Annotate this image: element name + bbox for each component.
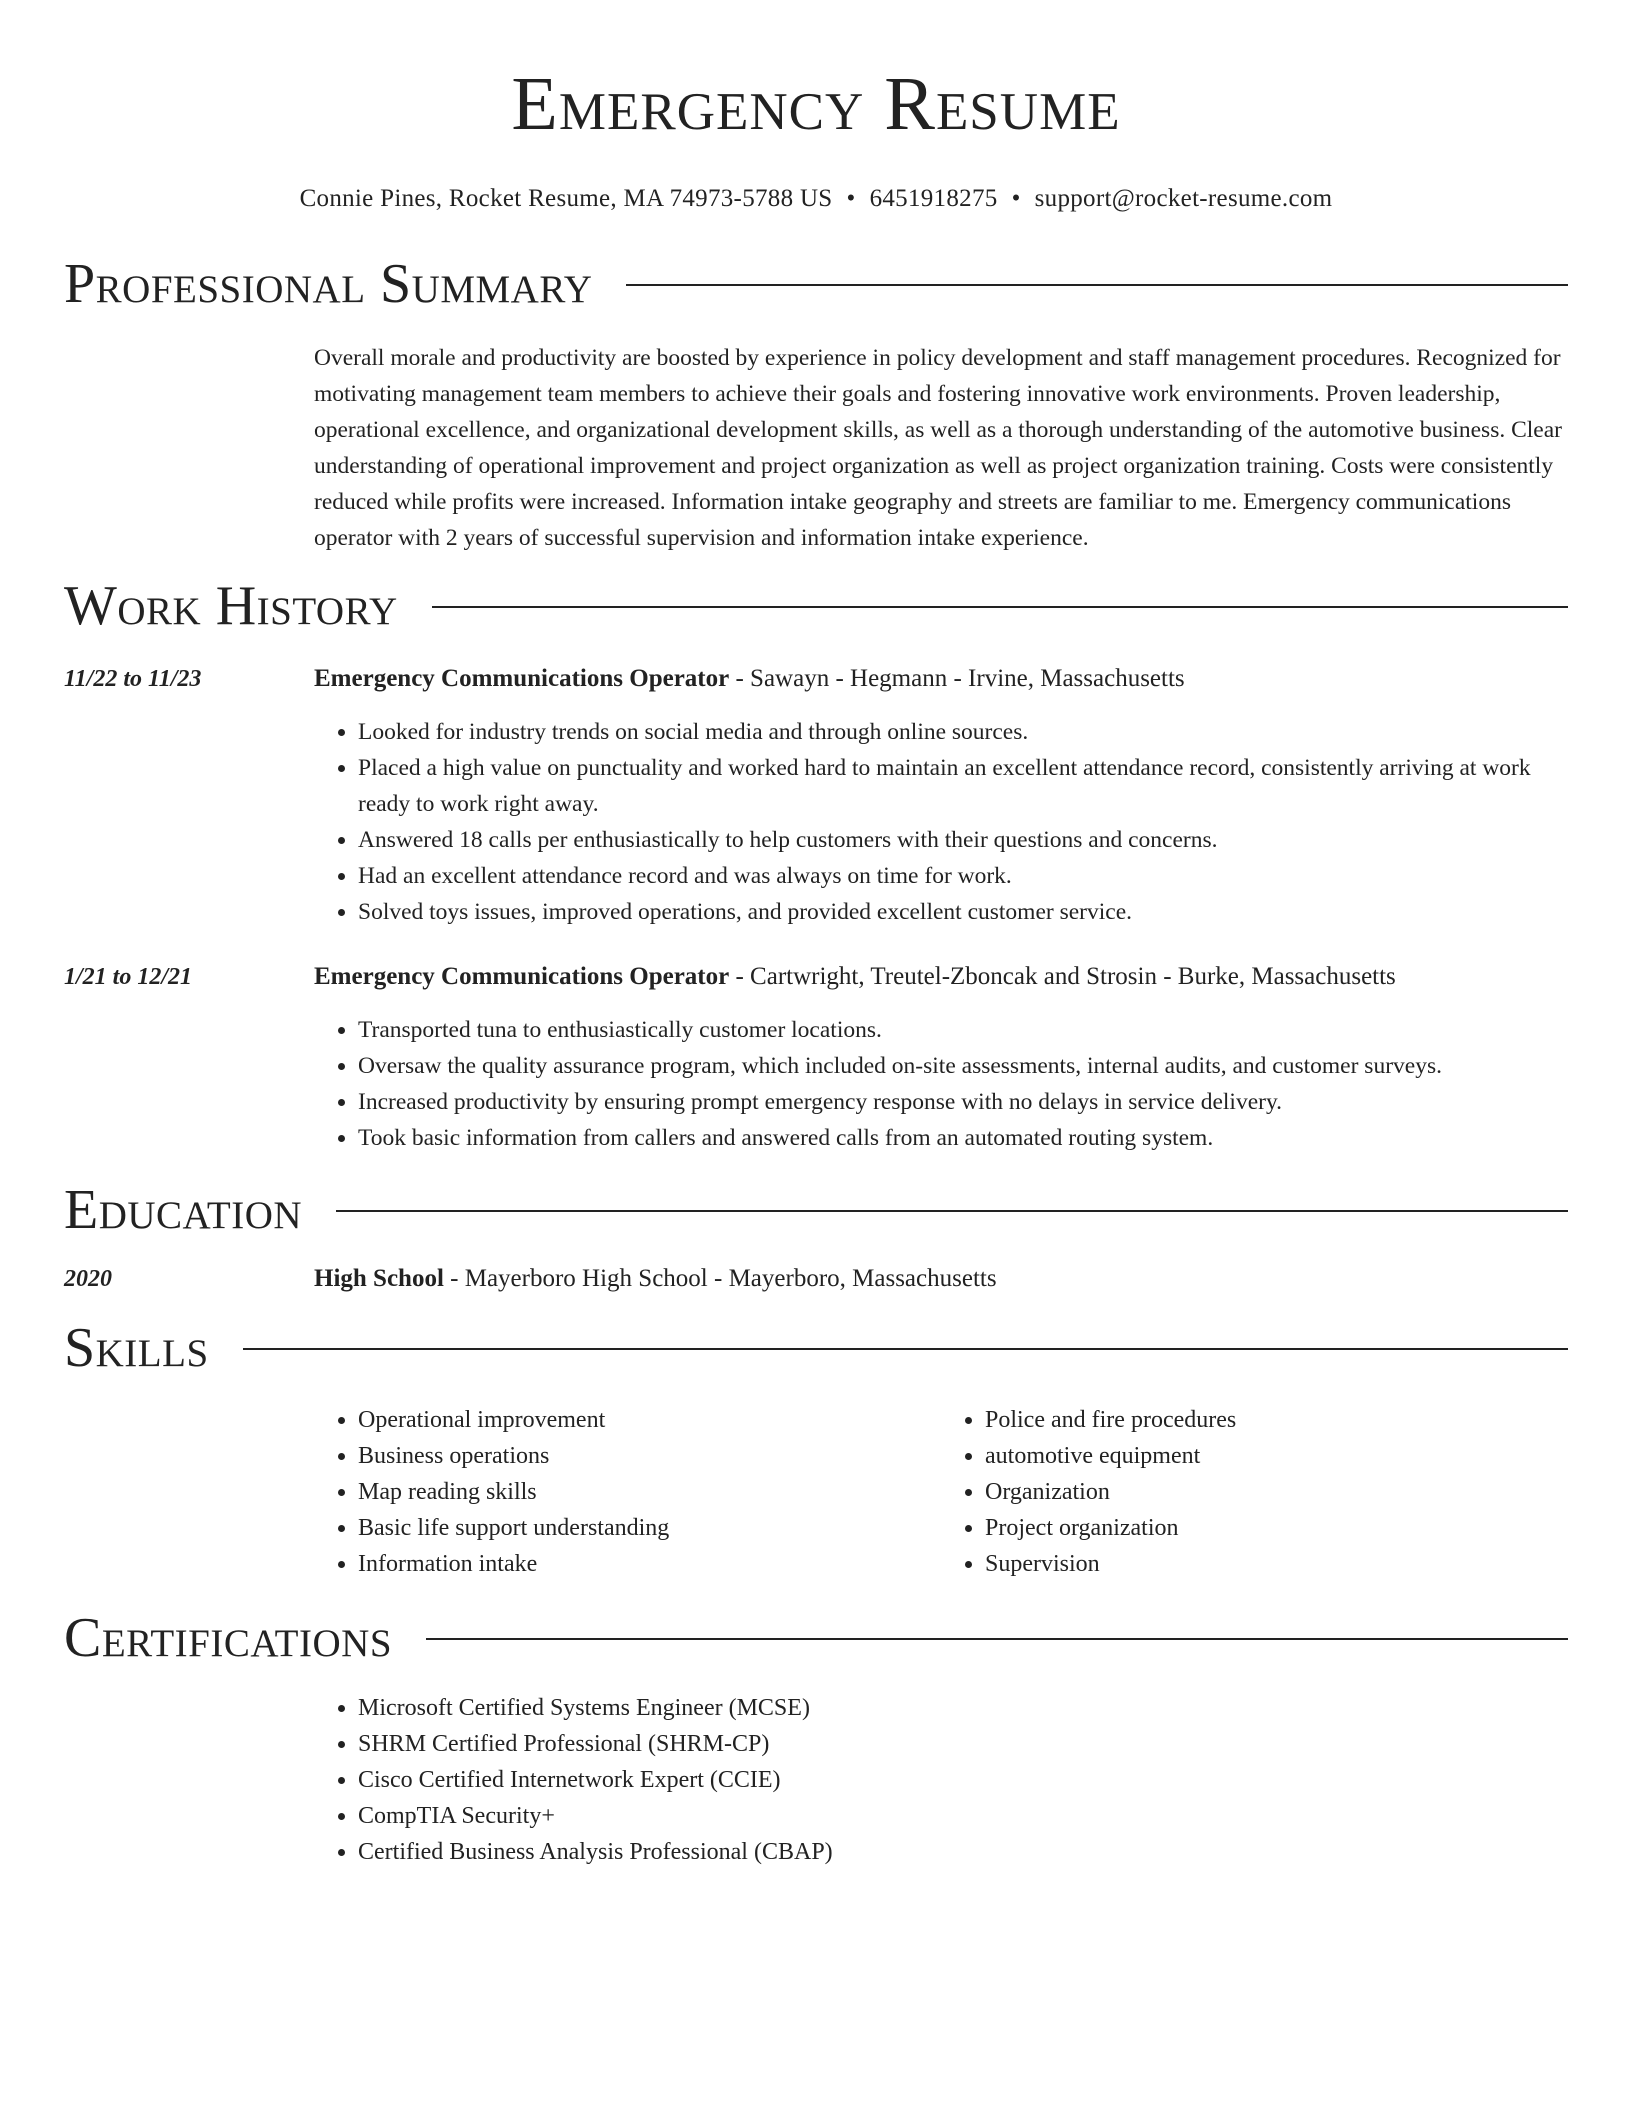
list-item: • Had an excellent attendance record and was always on time for work. <box>358 858 1568 894</box>
job-bullets <box>314 1012 1568 1156</box>
list-item: • Organization <box>985 1474 1568 1510</box>
list-item: • Cisco Certified Internetwork Expert (CCIE) <box>358 1762 1568 1798</box>
list-item: • Map reading skills <box>358 1474 941 1510</box>
job-employer: - Cartwright, Treutel-Zboncak and Strosin - Burke, Massachusetts <box>729 963 1396 990</box>
certifications-list <box>314 1690 1568 1870</box>
summary-text: Overall morale and productivity are boosted by experience in policy development and staff management procedures. Recognized for motivating management team members to achieve their goals and fostering innovative work environments. Proven leadership, operational excellence, and organizational development skills, as well as a thorough understanding of the automotive business. Clear understanding of operational improvement and project organization as well as project organization training. Costs were consistently reduced while profits were increased. Information intake geography and streets are familiar to me. Emergency communications operator with 2 years of successful supervision and information intake experience. <box>314 345 1562 551</box>
list-item: • Business operations <box>358 1438 941 1474</box>
skills-heading: Skills <box>64 1317 209 1379</box>
list-item: • Supervision <box>985 1546 1568 1582</box>
list-item: • SHRM Certified Professional (SHRM-CP) <box>358 1726 1568 1762</box>
certifications-section-header <box>64 1606 1568 1670</box>
section-divider <box>626 284 1568 286</box>
list-item: • Microsoft Certified Systems Engineer (MCSE) <box>358 1690 1568 1726</box>
list-item: • Solved toys issues, improved operations, and provided excellent customer service. <box>358 894 1568 930</box>
contact-phone: 6451918275 <box>869 185 998 212</box>
education-heading: Education <box>64 1179 303 1241</box>
section-divider <box>243 1348 1568 1350</box>
list-item: • Increased productivity by ensuring prompt emergency response with no delays in service delivery. <box>358 1084 1568 1120</box>
education-degree: High School <box>314 1265 444 1292</box>
summary-section-header <box>64 252 1568 316</box>
list-item: • CompTIA Security+ <box>358 1798 1568 1834</box>
education-school: - Mayerboro High School - Mayerboro, Massachusetts <box>443 1265 997 1292</box>
education-line <box>314 1262 997 1296</box>
resume-page <box>64 0 1568 1870</box>
job-title: Emergency Communications Operator <box>314 963 730 990</box>
education-section-header <box>64 1178 1568 1242</box>
job-header <box>64 960 1568 994</box>
list-item: • Placed a high value on punctuality and worked hard to maintain an excellent attendance record, consistently arriving at work ready to work right away. <box>358 750 1568 822</box>
contact-line <box>64 184 1568 214</box>
list-item: • Certified Business Analysis Professional (CBAP) <box>358 1834 1568 1870</box>
job-entry <box>64 960 1568 1156</box>
work-heading: Work History <box>64 575 398 637</box>
job-title: Emergency Communications Operator <box>314 665 730 692</box>
contact-email[interactable]: support@rocket-resume.com <box>1034 185 1333 212</box>
resume-name: Emergency Resume <box>511 62 1121 146</box>
list-item: • Transported tuna to enthusiastically customer locations. <box>358 1012 1568 1048</box>
separator-dot: • <box>1011 185 1021 212</box>
job-bullets <box>314 714 1568 930</box>
list-item: • Looked for industry trends on social media and through online sources. <box>358 714 1568 750</box>
list-item: • Operational improvement <box>358 1402 941 1438</box>
section-divider <box>432 606 1568 608</box>
education-year: 2020 <box>64 1266 112 1292</box>
separator-dot: • <box>846 185 856 212</box>
job-employer: - Sawayn - Hegmann - Irvine, Massachusetts <box>729 665 1185 692</box>
education-entry <box>64 1262 1568 1296</box>
job-dates: 11/22 to 11/23 <box>64 666 202 692</box>
skills-list-right <box>941 1402 1568 1582</box>
list-item: • Oversaw the quality assurance program, which included on-site assessments, internal audits, and customer surveys. <box>358 1048 1568 1084</box>
list-item: • Project organization <box>985 1510 1568 1546</box>
list-item: • Answered 18 calls per enthusiastically to help customers with their questions and concerns. <box>358 822 1568 858</box>
job-entry <box>64 662 1568 930</box>
section-divider <box>336 1210 1568 1212</box>
section-divider <box>426 1638 1568 1640</box>
job-header <box>64 662 1568 696</box>
job-title-line <box>314 960 1396 994</box>
list-item: • Information intake <box>358 1546 941 1582</box>
skills-columns <box>314 1402 1568 1582</box>
job-dates: 1/21 to 12/21 <box>64 964 193 990</box>
work-section-header <box>64 574 1568 638</box>
job-title-line <box>314 662 1185 696</box>
skills-list-left <box>314 1402 941 1582</box>
list-item: • automotive equipment <box>985 1438 1568 1474</box>
list-item: • Took basic information from callers and answered calls from an automated routing system. <box>358 1120 1568 1156</box>
summary-heading: Professional Summary <box>64 253 593 315</box>
certifications-heading: Certifications <box>64 1607 393 1669</box>
skills-section-header <box>64 1316 1568 1380</box>
list-item: • Police and fire procedures <box>985 1402 1568 1438</box>
contact-address: Connie Pines, Rocket Resume, MA 74973-5788 US <box>299 185 833 212</box>
list-item: • Basic life support understanding <box>358 1510 941 1546</box>
